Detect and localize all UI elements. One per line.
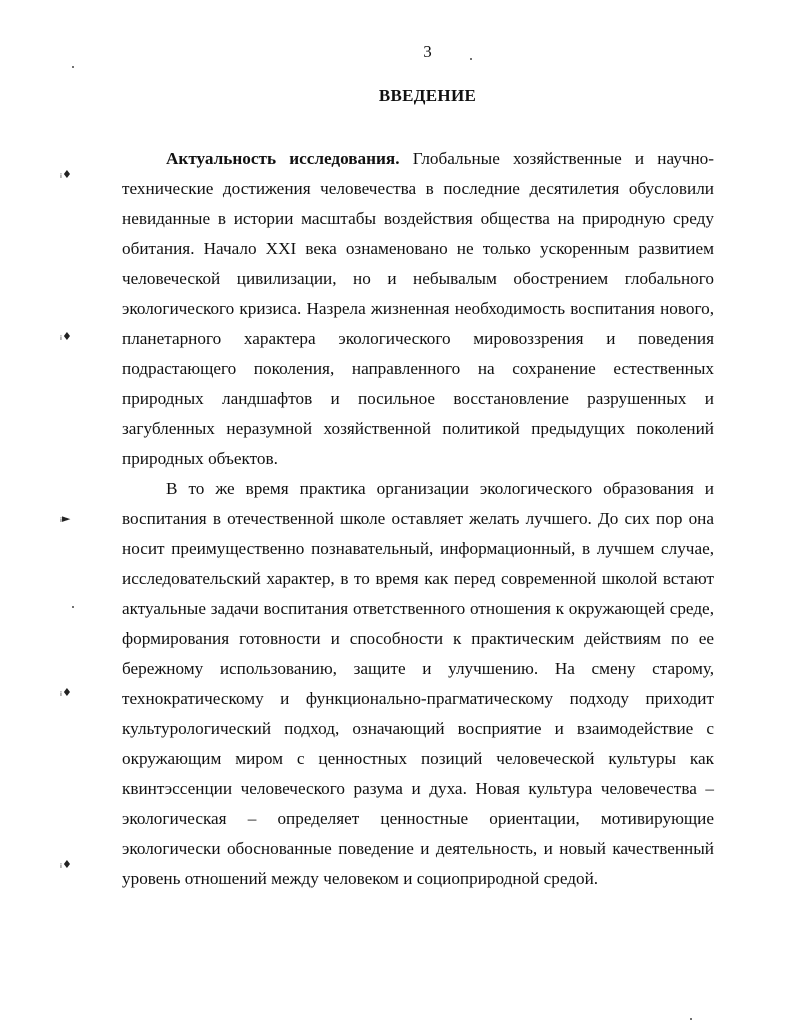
page-number: 3	[423, 42, 432, 61]
scan-speck	[72, 606, 74, 608]
body-text	[122, 144, 714, 894]
scan-speck	[72, 66, 74, 68]
margin-mark: ᵢ♦	[60, 330, 72, 343]
margin-mark: ᵢ♦	[60, 686, 72, 699]
section-heading: ВВЕДЕНИЕ	[378, 86, 477, 105]
paragraph-lead: Актуальность исследования.	[166, 149, 400, 168]
margin-mark: ᵢ♦	[60, 858, 72, 871]
paragraph-practice	[122, 474, 714, 894]
scan-speck	[690, 1018, 692, 1020]
margin-mark: ᵢ♦	[60, 168, 72, 181]
margin-mark: ᵢ►	[60, 512, 71, 525]
paragraph-text: В то же время практика организации экологического образования и воспитания в отечественной школе оставляет желать лучшего. До сих пор она носит преимущественно познавательный, информационный, в лучшем случае, исследовательский характер, в то время как перед современной школой встают актуальные задачи воспитания ответственного отношения к окружающей среде, формирования готовности и способности к практическим действиям по ее бережному использованию, защите и улучшению. На смену старому, технократическому и функционально-прагматическому подходу приходит культурологический подход, означающий восприятие и взаимодействие с окружающим миром с ценностных позиций человеческой культуры как квинтэссенции человеческого разума и духа. Новая культура человечества – экологическая – определяет ценностные ориентации, мотивирующие экологически обоснованные поведение и деятельность, и новый качественный уровень отношений между человеком и социоприродной средой.	[122, 479, 714, 888]
paragraph-relevance	[122, 144, 714, 474]
paragraph-text: Глобальные хозяйственные и научно-технические достижения человечества в последние десятилетия обусловили невиданные в истории масштабы воздействия общества на природную среду обитания. Начало XXI века ознаменовано не только ускоренным развитием человеческой цивилизации, но и небывалым обострением глобального экологического кризиса. Назрела жизненная необходимость воспитания нового, планетарного характера экологического мировоззрения и поведения подрастающего поколения, направленного на сохранение естественных природных ландшафтов и посильное восстановление разрушенных и загубленных неразумной хозяйственной политикой предыдущих поколений природных объектов.	[122, 149, 714, 468]
